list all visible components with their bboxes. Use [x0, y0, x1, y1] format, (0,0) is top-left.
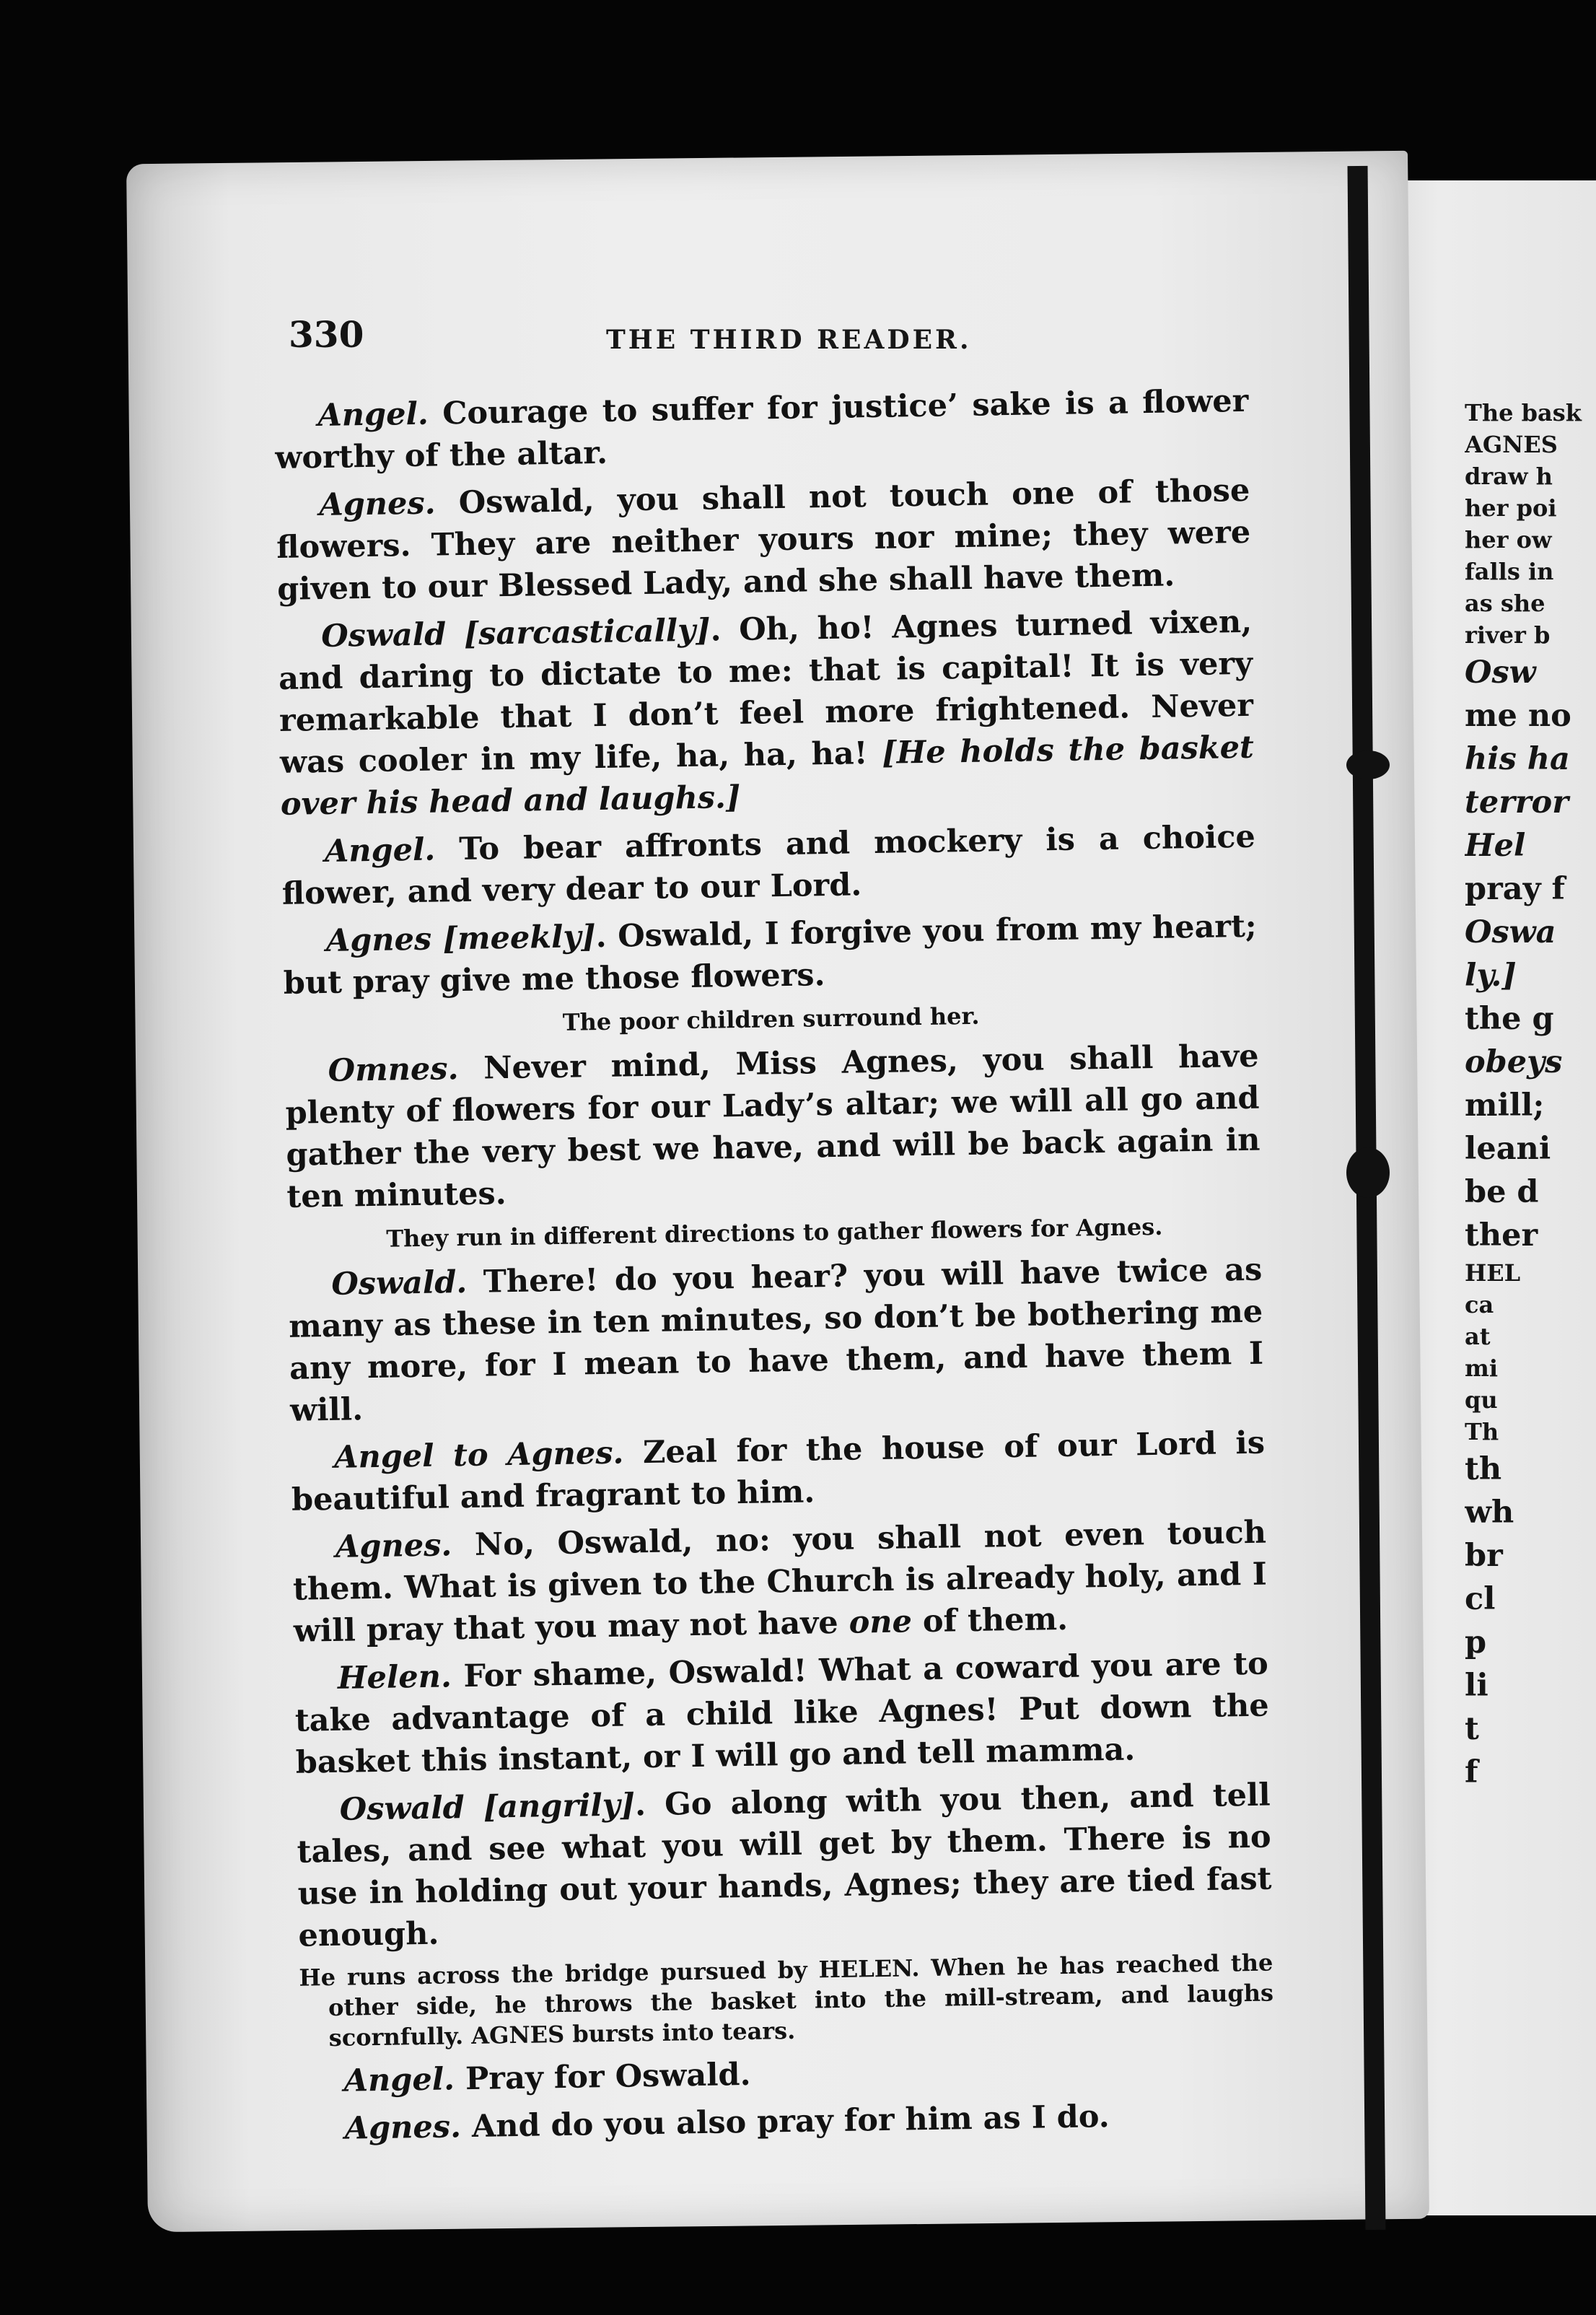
binding-thread	[1346, 750, 1390, 779]
speaker-name: Helen.	[337, 1658, 452, 1697]
dialogue-paragraph	[282, 906, 1258, 1005]
dialogue-paragraph	[300, 2046, 1275, 2103]
facing-page-line: her ow	[1465, 526, 1552, 553]
facing-page-line: terror	[1465, 784, 1569, 820]
speech-text: . Oh, ho! Agnes turned vixen, and daring to dictate to me: that is capital! It is very remarkable that I don’t feel more frightened. Never was cooler in my life, ha, ha, ha!	[278, 603, 1254, 781]
speaker-name: Agnes.	[335, 1527, 452, 1565]
facing-page-line: his ha	[1465, 741, 1570, 777]
facing-page-line: Th	[1465, 1418, 1499, 1445]
speaker-name: Angel.	[343, 2061, 455, 2099]
speaker-name: Angel.	[317, 395, 429, 434]
speech-text: No, Oswald, no: you shall not even touch them. What is given to the Church is already holy, and I will pray that you may not have	[292, 1514, 1268, 1650]
facing-page-line: river b	[1465, 621, 1551, 649]
emphasized-word: one	[849, 1603, 913, 1641]
dialogue-paragraph	[296, 1774, 1272, 1957]
facing-page-line: mi	[1465, 1355, 1499, 1382]
dialogue-paragraph	[292, 1512, 1268, 1653]
facing-page-line: obeys	[1465, 1044, 1563, 1080]
facing-page-text	[1465, 397, 1595, 1794]
stage-direction: [angrily]	[464, 1787, 636, 1826]
dialogue-paragraph	[301, 2093, 1276, 2150]
facing-page-line: ther	[1465, 1217, 1538, 1253]
facing-page-line: t	[1465, 1711, 1479, 1747]
facing-page-line: leani	[1465, 1131, 1551, 1167]
facing-page-line: Osw	[1465, 655, 1536, 691]
speech-text: . Go along with you then, and tell tales, and see what you will get by them. There is no use in holding out your hands, Agnes; they are tied fast enough.	[297, 1777, 1272, 1954]
facing-page-line: HEL	[1465, 1259, 1521, 1287]
facing-page-line: her poi	[1465, 494, 1557, 522]
dialogue-paragraph	[284, 1036, 1260, 1218]
dialogue-paragraph	[278, 601, 1255, 826]
speaker-name: Oswald	[339, 1790, 465, 1828]
facing-page-line: qu	[1465, 1386, 1498, 1414]
running-head-title: THE THIRD READER.	[606, 325, 972, 355]
facing-page-line: mill;	[1465, 1088, 1545, 1124]
dialogue-paragraph	[294, 1643, 1270, 1784]
speech-text: Courage to suffer for justice’ sake is a flower worthy of the altar.	[274, 382, 1249, 476]
facing-page-line: The bask	[1465, 399, 1582, 426]
speech-text: To bear affronts and mockery is a choice flower, and very dear to our Lord.	[281, 818, 1256, 912]
facing-page-line: cl	[1465, 1581, 1496, 1617]
facing-page-line: at	[1465, 1323, 1491, 1350]
stage-direction-line: The poor children surround her.	[562, 1002, 980, 1036]
facing-page-line: wh	[1465, 1495, 1514, 1531]
speech-text: Pray for Oswald.	[454, 2056, 751, 2098]
facing-page-line: me no	[1465, 698, 1571, 734]
stage-direction-line: They run in different directions to gather flowers for Agnes.	[385, 1212, 1163, 1253]
facing-page-line: ly.]	[1465, 958, 1517, 994]
stage-direction: [meekly]	[431, 919, 597, 958]
facing-page-line: ca	[1465, 1291, 1494, 1318]
speech-text: . Oswald, I forgive you from my heart; but pray give me those flowers.	[283, 908, 1258, 1002]
facing-page-line: p	[1465, 1624, 1487, 1660]
facing-page-line: Oswa	[1465, 914, 1556, 950]
stage-direction: [sarcastically]	[445, 612, 711, 653]
speech-text: For shame, Oswald! What a coward you are to take advantage of a child like Agnes! Put down the basket this instant, or I will go and tell mamma.	[294, 1645, 1270, 1781]
speaker-name: Agnes	[325, 921, 432, 959]
speaker-name: Agnes.	[344, 2109, 462, 2147]
stage-direction-line: He runs across the bridge pursued by HELEN. When he has reached the other side, he throws the basket into the mill-stream, and laughs scornfully. AGNES bursts into tears.	[299, 1948, 1274, 2052]
facing-page-line: falls in	[1465, 558, 1554, 585]
speaker-name: Agnes.	[319, 485, 437, 524]
speaker-name: Angel.	[324, 831, 436, 870]
facing-page-line: f	[1465, 1754, 1478, 1790]
facing-page-line: th	[1465, 1451, 1502, 1487]
dialogue-paragraph	[276, 470, 1252, 611]
facing-page-line: br	[1465, 1538, 1503, 1574]
speech-text: Zeal for the house of our Lord is beautiful and fragrant to him.	[291, 1425, 1266, 1518]
facing-page-line: draw h	[1465, 463, 1553, 490]
facing-page-line: be d	[1465, 1174, 1539, 1210]
stage-direction: [He holds the basket over his head and laughs.]	[280, 729, 1255, 823]
binding-thread	[1346, 1147, 1390, 1198]
facing-page-line: AGNES	[1465, 431, 1558, 458]
speech-text-end: of them.	[911, 1601, 1069, 1640]
facing-page-line: pray f	[1465, 871, 1566, 907]
speech-text: And do you also pray for him as I do.	[460, 2099, 1110, 2145]
dialogue-paragraph	[274, 380, 1250, 479]
facing-page-line: the g	[1465, 1001, 1554, 1037]
speech-text: Oswald, you shall not touch one of those flowers. They are neither yours nor mine; they were given to our Blessed Lady, and she shall have them.	[276, 472, 1251, 608]
facing-page-line: li	[1465, 1668, 1488, 1704]
speech-text: There! do you hear? you will have twice as many as these in ten minutes, so don’t be bothering me any more, for I mean to have them, and have them I will.	[288, 1251, 1264, 1429]
speaker-name: Omnes.	[328, 1051, 459, 1089]
page-number: 330	[289, 313, 364, 356]
speaker-name: Oswald	[320, 616, 447, 655]
speaker-name: Oswald.	[330, 1264, 468, 1303]
dialogue-paragraph	[281, 816, 1256, 915]
page-body-text	[274, 380, 1276, 2156]
speech-text: Never mind, Miss Agnes, you shall have plenty of flowers for our Lady’s altar; we will all go and gather the very best we have, and will be back again in ten minutes.	[285, 1038, 1260, 1215]
facing-page-line: Hel	[1465, 828, 1526, 864]
facing-page-line: as she	[1465, 590, 1545, 617]
speaker-name: Angel to Agnes.	[333, 1435, 624, 1476]
dialogue-paragraph	[288, 1249, 1264, 1432]
dialogue-paragraph	[291, 1422, 1266, 1521]
